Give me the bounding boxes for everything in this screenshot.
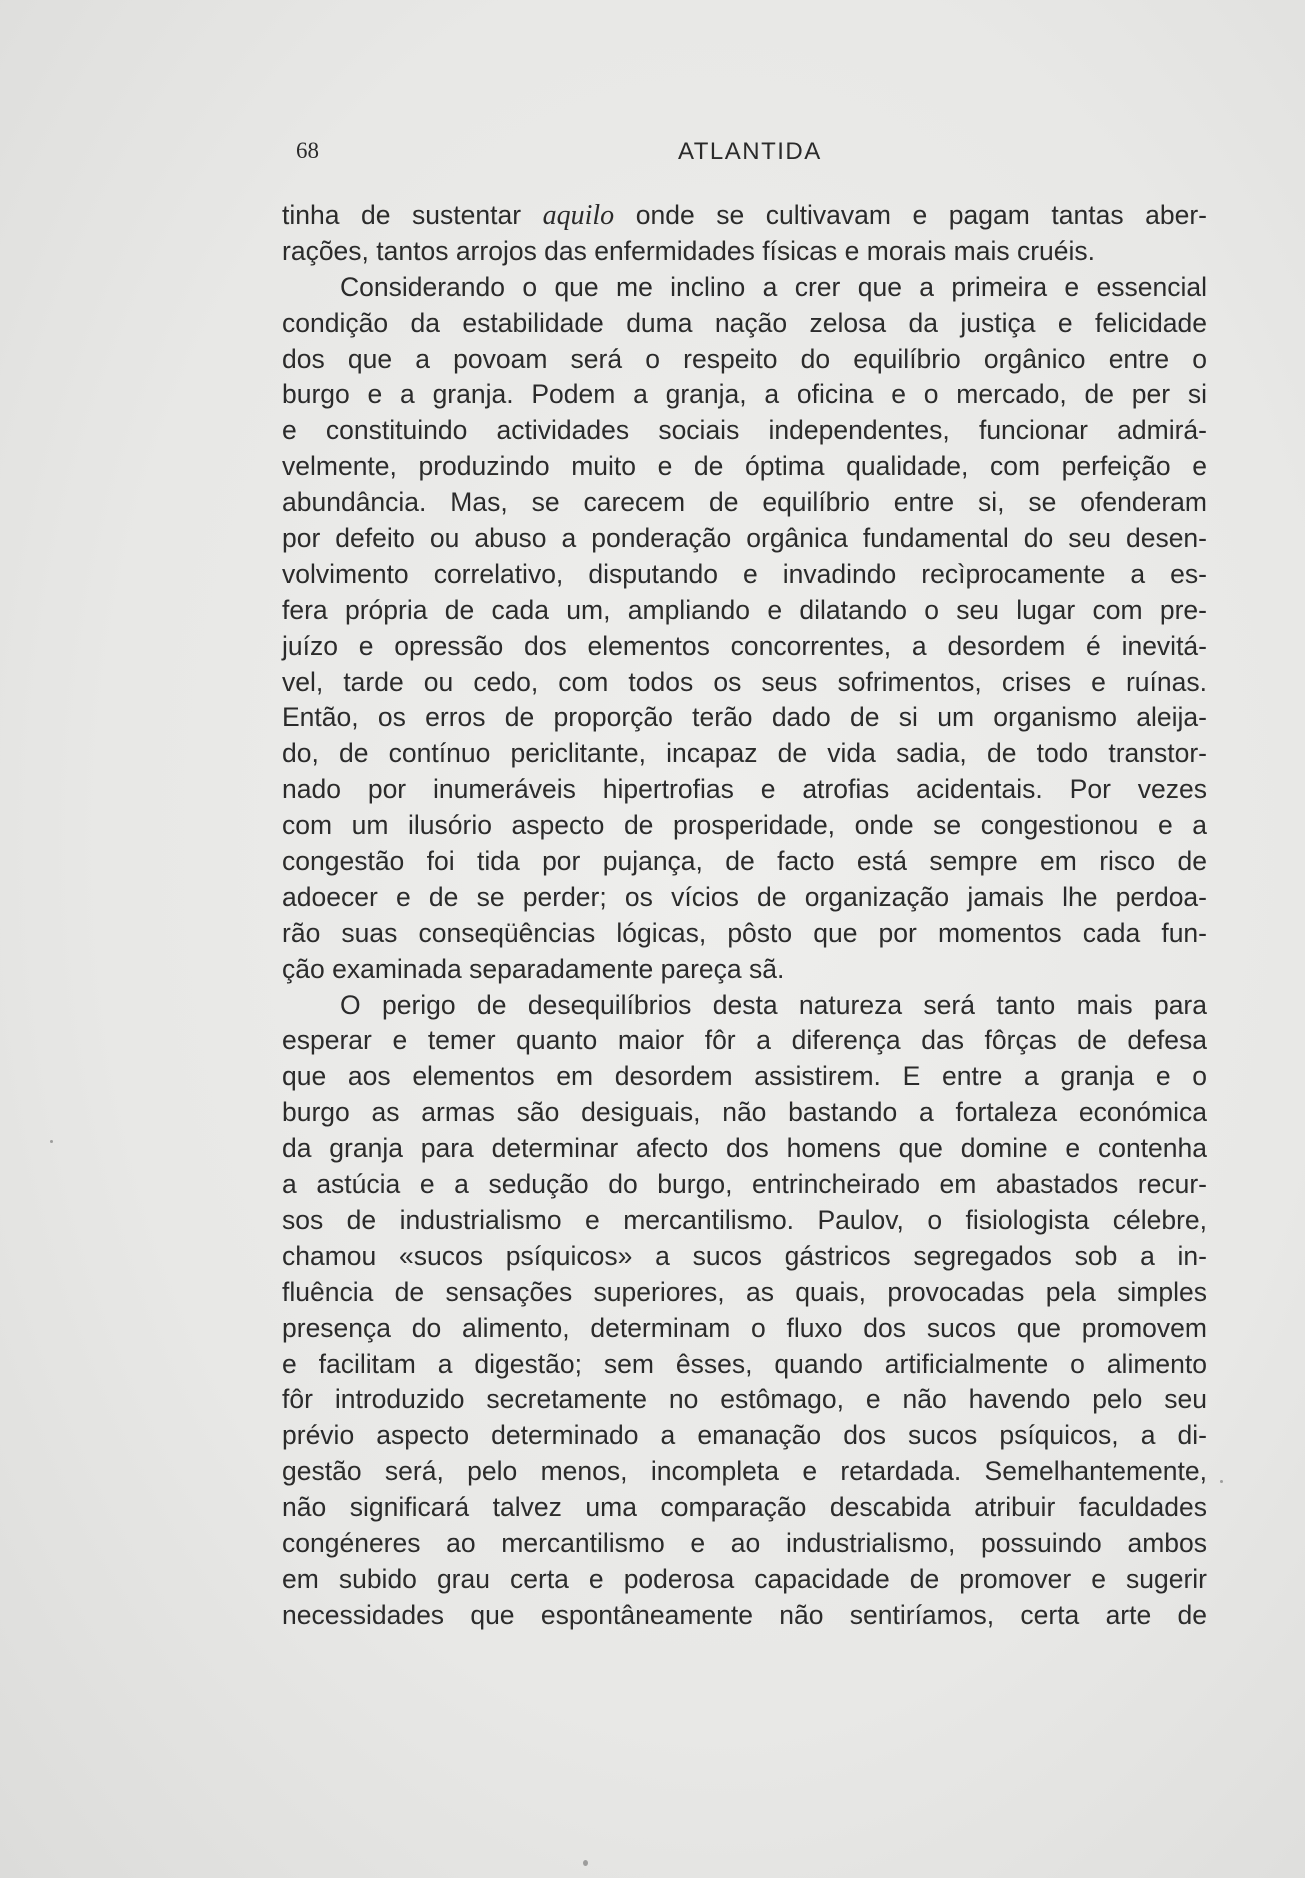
text-line: fluência de sensações superiores, as quais, provocadas pela simples [282,1276,1207,1307]
paper-speck [50,1140,53,1143]
text-line: rão suas conseqüências lógicas, pôsto que por momentos cada fun- [282,917,1207,948]
text-line: chamou «sucos psíquicos» a sucos gástricos segregados sob a in- [282,1240,1207,1271]
text-line: volvimento correlativo, disputando e invadindo recìprocamente a es- [282,558,1207,589]
text-line: prévio aspecto determinado a emanação dos sucos psíquicos, a di- [282,1420,1207,1451]
text-line: Considerando o que me inclino a crer que a primeira e essencial [340,271,1207,302]
text-line: condição da estabilidade duma nação zelosa da justiça e felicidade [282,307,1207,338]
text-line: congéneres ao mercantilismo e ao industrialismo, possuindo ambos [282,1527,1207,1558]
text-line: por defeito ou abuso a ponderação orgânica fundamental do seu desen- [282,523,1207,554]
text-line: burgo as armas são desiguais, não bastando a fortaleza económica [282,1097,1207,1128]
text-line: vel, tarde ou cedo, com todos os seus sofrimentos, crises e ruínas. [282,666,1207,697]
text-line: velmente, produzindo muito e de óptima qualidade, com perfeição e [282,451,1207,482]
text-line: esperar e temer quanto maior fôr a diferença das fôrças de defesa [282,1025,1207,1056]
text-line: sos de industrialismo e mercantilismo. Paulov, o fisiologista célebre, [282,1204,1207,1235]
text-line: do, de contínuo periclitante, incapaz de vida sadia, de todo transtor- [282,738,1207,769]
text-line: juízo e opressão dos elementos concorrentes, a desordem é inevitá- [282,630,1207,661]
text-line: dos que a povoam será o respeito do equilíbrio orgânico entre o [282,343,1207,374]
text-line: em subido grau certa e poderosa capacidade de promover e sugerir [282,1563,1207,1594]
text-line: adoecer e de se perder; os vícios de organização jamais lhe perdoa- [282,881,1207,912]
text-line: nado por inumeráveis hipertrofias e atrofias acidentais. Por vezes [282,774,1207,805]
text-line [282,198,1207,234]
body-text [282,198,1207,1634]
text-line: rações, tantos arrojos das enfermidades físicas e morais mais cruéis. [282,235,1095,266]
text-line: presença do alimento, determinam o fluxo dos sucos que promovem [282,1312,1207,1343]
text-line: e constituindo actividades sociais independentes, funcionar admirá- [282,415,1207,446]
text-line: e facilitam a digestão; sem êsses, quando artificialmente o alimento [282,1348,1207,1379]
text-line: burgo e a granja. Podem a granja, a oficina e o mercado, de per si [282,379,1207,410]
text-line: não significará talvez uma comparação descabida atribuir faculdades [282,1492,1207,1523]
page-header [296,138,1196,172]
paper-speck [1220,1480,1223,1483]
page-number: 68 [296,138,319,163]
italic-word: aquilo [542,200,615,231]
text-line: Então, os erros de proporção terão dado de si um organismo aleija- [282,702,1207,733]
text-line: abundância. Mas, se carecem de equilíbrio entre si, se ofenderam [282,487,1207,518]
text-line: com um ilusório aspecto de prosperidade, onde se congestionou e a [282,810,1207,841]
text-line: congestão foi tida por pujança, de facto está sempre em risco de [282,846,1207,877]
text-segment: onde se cultivavam e pagam tantas aber- [614,200,1207,230]
text-line: O perigo de desequilíbrios desta natureza será tanto mais para [340,989,1207,1020]
text-segment: tinha de sustentar [282,200,543,230]
paper-speck [583,1860,588,1866]
text-line: necessidades que espontâneamente não sentiríamos, certa arte de [282,1599,1207,1630]
text-line: fera própria de cada um, ampliando e dilatando o seu lugar com pre- [282,594,1207,625]
text-line: ção examinada separadamente pareça sã. [282,953,785,984]
text-line: a astúcia e a sedução do burgo, entrincheirado em abastados recur- [282,1169,1207,1200]
text-line: da granja para determinar afecto dos homens que domine e contenha [282,1133,1207,1164]
text-line: fôr introduzido secretamente no estômago, e não havendo pelo seu [282,1384,1207,1415]
text-line: que aos elementos em desordem assistirem. E entre a granja e o [282,1061,1207,1092]
text-line: gestão será, pelo menos, incompleta e retardada. Semelhantemente, [282,1456,1207,1487]
running-title: ATLANTIDA [678,138,822,165]
